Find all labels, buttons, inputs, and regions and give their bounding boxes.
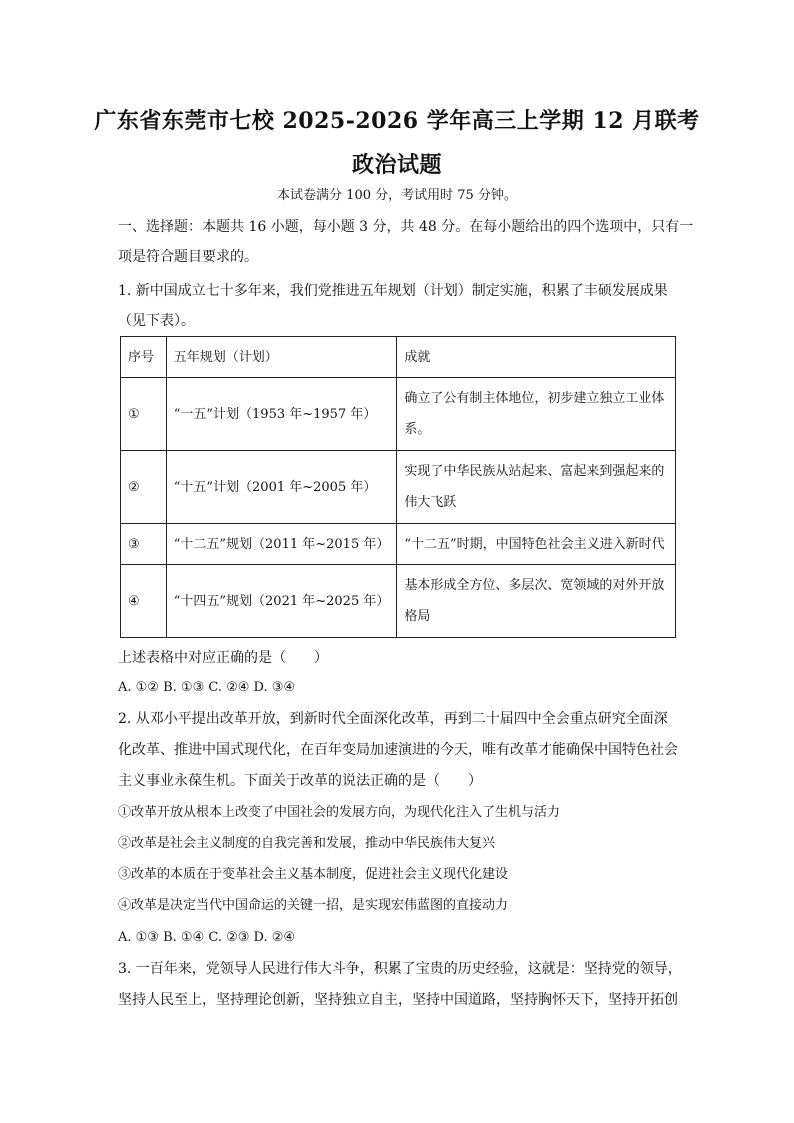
table-row — [121, 451, 676, 524]
q1-stem-line1: 1. 新中国成立七十多年来，我们党推进五年规划（计划）制定实施，积累了丰硕发展成果 — [118, 283, 668, 299]
exam-info: 本试卷满分 100 分，考试用时 75 分钟。 — [277, 188, 517, 203]
table-header-row — [121, 337, 676, 378]
row-result — [397, 451, 676, 524]
row-number: ③ — [121, 524, 167, 565]
exam-title: 广东省东莞市七校 2025-2026 学年高三上学期 12 月联考 — [94, 108, 700, 134]
row-result-line: 实现了中华民族从站起来、富起来到强起来的 — [404, 464, 665, 479]
q1-stem-line2: （见下表）。 — [118, 313, 195, 329]
row-number: ④ — [121, 565, 167, 638]
table-header-cell: 成就 — [397, 337, 676, 378]
exam-subject: 政治试题 — [351, 152, 442, 178]
section-instruction-line2: 项是符合题目要求的。 — [118, 249, 258, 265]
row-result — [397, 378, 676, 451]
q1-options: A. ①② B. ①③ C. ②④ D. ③④ — [118, 680, 296, 695]
row-number: ① — [121, 378, 167, 451]
q2-stem-line3: 主义事业永葆生机。下面关于改革的说法正确的是（ ） — [118, 773, 482, 789]
table-row — [121, 565, 676, 638]
q3-stem-line2: 坚持人民至上，坚持理论创新，坚持独立自主，坚持中国道路，坚持胸怀天下，坚持开拓创 — [118, 992, 678, 1008]
q2-stem-line1: 2. 从邓小平提出改革开放，到新时代全面深化改革，再到二十届四中全会重点研究全面深 — [118, 711, 668, 727]
q3-stem-line1: 3. 一百年来，党领导人民进行伟大斗争，积累了宝贵的历史经验，这就是：坚持党的领导， — [118, 961, 682, 977]
table-header-cell: 序号 — [121, 337, 167, 378]
q2-stem-line2: 化改革、推进中国式现代化，在百年变局加速演进的今天，唯有改革才能确保中国特色社会 — [118, 742, 678, 758]
q2-item: ①改革开放从根本上改变了中国社会的发展方向，为现代化注入了生机与活力 — [118, 805, 561, 820]
row-number: ② — [121, 451, 167, 524]
row-plan: “十四五”规划（2021 年~2025 年） — [166, 565, 397, 638]
q2-item: ②改革是社会主义制度的自我完善和发展，推动中华民族伟大复兴 — [118, 836, 496, 851]
table-header-cell: 五年规划（计划） — [166, 337, 397, 378]
q1-question: 上述表格中对应正确的是（ ） — [118, 650, 328, 666]
table-row — [121, 524, 676, 565]
row-result-line: “十二五”时期，中国特色社会主义进入新时代 — [404, 536, 665, 552]
row-plan: “十五”计划（2001 年~2005 年） — [166, 451, 397, 524]
q2-options: A. ①③ B. ①④ C. ②③ D. ②④ — [118, 930, 296, 945]
row-result-line: 基本形成全方位、多层次、宽领域的对外开放 — [404, 578, 665, 593]
section-instruction-line1: 一、选择题：本题共 16 小题，每小题 3 分，共 48 分。在每小题给出的四个选项中，只有一 — [118, 219, 694, 235]
row-plan: “十二五”规划（2011 年~2015 年） — [166, 524, 397, 565]
five-year-plan-table — [120, 336, 676, 638]
q2-item: ④改革是决定当代中国命运的关键一招，是实现宏伟蓝图的直接动力 — [118, 898, 509, 913]
row-result-line: 系。 — [404, 422, 431, 437]
row-result — [397, 565, 676, 638]
row-result — [397, 524, 676, 565]
table-row — [121, 378, 676, 451]
row-result-line: 确立了公有制主体地位，初步建立独立工业体 — [404, 391, 665, 406]
row-result-line: 伟大飞跃 — [404, 495, 457, 510]
row-result-line: 格局 — [404, 609, 431, 624]
row-plan: “一五”计划（1953 年~1957 年） — [166, 378, 397, 451]
q2-item: ③改革的本质在于变革社会主义基本制度，促进社会主义现代化建设 — [118, 867, 509, 882]
